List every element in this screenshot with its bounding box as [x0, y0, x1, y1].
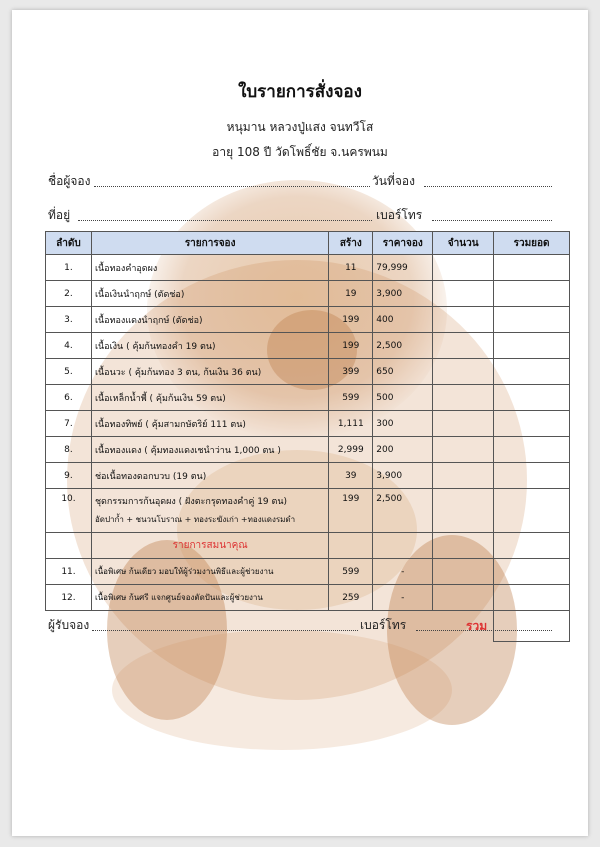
- table-row: [46, 359, 570, 385]
- row-qty-cell[interactable]: [433, 281, 494, 307]
- form-title: ใบรายการสั่งจอง: [238, 82, 362, 102]
- row-item-multiline: [91, 489, 328, 533]
- col-header-item: รายการจอง: [91, 232, 328, 255]
- col-header-made: สร้าง: [329, 232, 373, 255]
- order-table: [45, 231, 570, 642]
- phone-label: เบอร์โทร: [376, 208, 423, 222]
- row-price: 3,900: [373, 463, 433, 489]
- table-row: [46, 463, 570, 489]
- row-no: 4.: [46, 333, 92, 359]
- row-no: 5.: [46, 359, 92, 385]
- row-item: ชุดกรรมการก้นอุดผง ( ฝังตะกรุดทองคำคู่ 19 ตน): [94, 497, 288, 507]
- row-total-cell[interactable]: [494, 385, 570, 411]
- row-no: 1.: [46, 255, 92, 281]
- col-header-qty: จำนวน: [433, 232, 494, 255]
- row-qty-cell[interactable]: [433, 559, 494, 585]
- table-header-row: [46, 232, 570, 255]
- row-item: เนื้อพิเศษ ก้นเดียว มอบให้ผู้ร่วมงานพิธีและผู้ช่วยงาน: [91, 559, 328, 585]
- row-total-cell[interactable]: [494, 281, 570, 307]
- table-row: [46, 333, 570, 359]
- row-no: 7.: [46, 411, 92, 437]
- row-item: เนื้อเงินนำฤกษ์ (ตัดช่อ): [91, 281, 328, 307]
- row-price: 2,500: [373, 333, 433, 359]
- row-total-cell[interactable]: [494, 437, 570, 463]
- col-header-no: ลำดับ: [46, 232, 92, 255]
- table-row: [46, 489, 570, 533]
- row-made: 1,111: [329, 411, 373, 437]
- address-field[interactable]: [78, 208, 372, 221]
- row-no: 8.: [46, 437, 92, 463]
- orderer-field[interactable]: [94, 174, 370, 187]
- row-made: 599: [329, 385, 373, 411]
- row-total-cell[interactable]: [494, 489, 570, 533]
- row-total-cell[interactable]: [494, 463, 570, 489]
- receiver-phone-field[interactable]: [416, 618, 552, 631]
- row-price: 400: [373, 307, 433, 333]
- row-no: 2.: [46, 281, 92, 307]
- row-qty-cell[interactable]: [433, 385, 494, 411]
- date-label: วันที่จอง: [372, 174, 415, 188]
- row-item: เนื้อเงิน ( คุ้มก้นทองคำ 19 ตน): [91, 333, 328, 359]
- row-total-cell[interactable]: [494, 559, 570, 585]
- row-made: 599: [329, 559, 373, 585]
- row-made: 11: [329, 255, 373, 281]
- table-row: [46, 437, 570, 463]
- receiver-label: ผู้รับจอง: [48, 618, 90, 632]
- row-item: เนื้อทองแดง ( คุ้มทองแดงเชนำว่าน 1,000 ตน ): [91, 437, 328, 463]
- receiver-phone-label: เบอร์โทร: [360, 618, 407, 632]
- row-price: 200: [373, 437, 433, 463]
- row-price: -: [373, 559, 433, 585]
- row-made: 199: [329, 307, 373, 333]
- row-total-cell[interactable]: [494, 359, 570, 385]
- table-row: [46, 585, 570, 611]
- row-item: ช่อเนื้อทองดอกบวบ (19 ตน): [91, 463, 328, 489]
- row-made: 199: [329, 489, 373, 533]
- row-item: เนื้อนวะ ( คุ้มก้นทอง 3 ตน, ก้นเงิน 36 ตน): [91, 359, 328, 385]
- table-row: [46, 255, 570, 281]
- col-header-total: รวมยอด: [494, 232, 570, 255]
- receiver-field[interactable]: [92, 618, 358, 631]
- order-form-sheet: [12, 10, 588, 836]
- address-label: ที่อยู่: [48, 208, 71, 222]
- row-no: 6.: [46, 385, 92, 411]
- table-row: [46, 307, 570, 333]
- row-price: 300: [373, 411, 433, 437]
- row-no: 10.: [46, 489, 92, 533]
- col-header-price: ราคาจอง: [373, 232, 433, 255]
- row-qty-cell[interactable]: [433, 411, 494, 437]
- row-made: 19: [329, 281, 373, 307]
- row-total-cell[interactable]: [494, 585, 570, 611]
- row-price: 650: [373, 359, 433, 385]
- phone-field[interactable]: [432, 208, 552, 221]
- row-made: 199: [329, 333, 373, 359]
- row-no: 9.: [46, 463, 92, 489]
- row-item: เนื้อทองแดงนำฤกษ์ (ตัดช่อ): [91, 307, 328, 333]
- row-made: 259: [329, 585, 373, 611]
- row-price: 500: [373, 385, 433, 411]
- row-qty-cell[interactable]: [433, 333, 494, 359]
- row-price: -: [373, 585, 433, 611]
- row-made: 399: [329, 359, 373, 385]
- row-total-cell[interactable]: [494, 411, 570, 437]
- row-item: เนื้อทองคำอุดผง: [91, 255, 328, 281]
- row-item-detail: อัดปาก้ำ + ชนวนโบราณ + ทองระฆังเก่า +ทองแดงรมดำ: [94, 515, 296, 524]
- row-qty-cell[interactable]: [433, 359, 494, 385]
- orderer-label: ชื่อผู้จอง: [48, 174, 91, 188]
- row-qty-cell[interactable]: [433, 437, 494, 463]
- row-item: เนื้อพิเศษ ก้นศรี แจกศูนย์จองตัดปันและผู้ช่วยงาน: [91, 585, 328, 611]
- row-qty-cell[interactable]: [433, 463, 494, 489]
- table-row: [46, 411, 570, 437]
- date-field[interactable]: [424, 174, 552, 187]
- row-item: เนื้อทองทิพย์ ( คุ้มสามกษัตริย์ 111 ตน): [91, 411, 328, 437]
- table-row: [46, 559, 570, 585]
- row-qty-cell[interactable]: [433, 307, 494, 333]
- row-item: เนื้อเหล็กน้ำพี้ ( คุ้มก้นเงิน 59 ตน): [91, 385, 328, 411]
- row-price: 79,999: [373, 255, 433, 281]
- subtitle-name: หนุมาน หลวงปู่แสง จนทวีโส: [226, 120, 374, 134]
- row-made: 39: [329, 463, 373, 489]
- row-qty-cell[interactable]: [433, 255, 494, 281]
- row-no: 11.: [46, 559, 92, 585]
- row-total-cell[interactable]: [494, 307, 570, 333]
- row-no: 3.: [46, 307, 92, 333]
- special-section-title: รายการสมนาคุณ: [91, 533, 328, 559]
- row-qty-cell[interactable]: [433, 585, 494, 611]
- total-label: รวม: [466, 618, 488, 633]
- table-row: [46, 281, 570, 307]
- row-price: 2,500: [373, 489, 433, 533]
- row-price: 3,900: [373, 281, 433, 307]
- row-qty-cell[interactable]: [433, 489, 494, 533]
- table-row: [46, 385, 570, 411]
- subtitle-temple: อายุ 108 ปี วัดโพธิ์ชัย จ.นครพนม: [212, 145, 388, 159]
- row-total-cell[interactable]: [494, 333, 570, 359]
- row-made: 2,999: [329, 437, 373, 463]
- special-section-row: [46, 533, 570, 559]
- row-total-cell[interactable]: [494, 255, 570, 281]
- row-no: 12.: [46, 585, 92, 611]
